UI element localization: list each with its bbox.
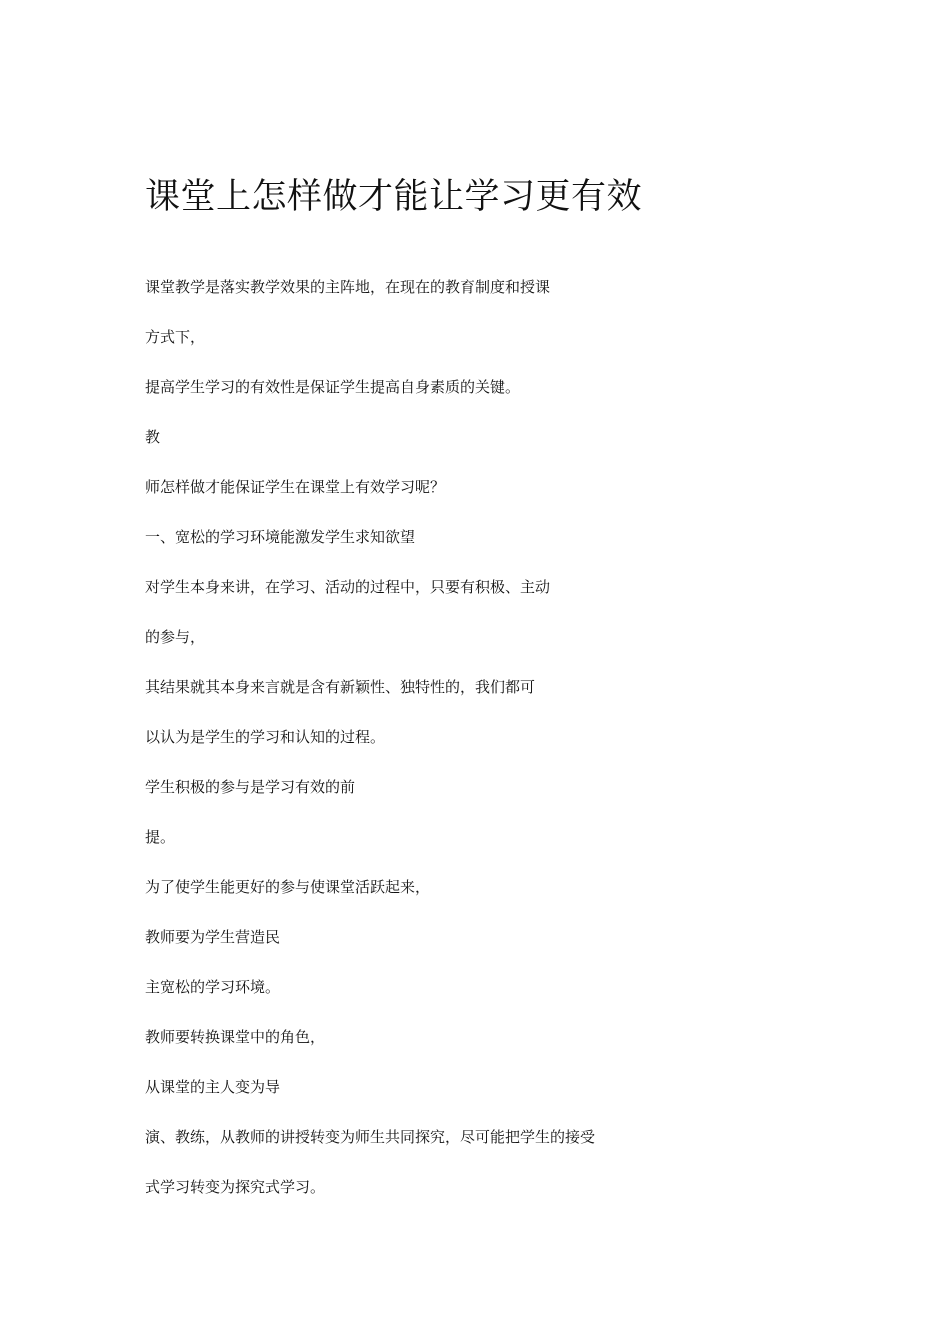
paragraph-line-3: 提高学生学习的有效性是保证学生提高自身素质的关键。 <box>145 378 521 396</box>
paragraph-line-6: 对学生本身来讲，在学习、活动的过程中，只要有积极、主动 <box>145 578 551 596</box>
paragraph-line-2: 方式下， <box>145 328 206 346</box>
paragraph-line-17: 演、教练，从教师的讲授转变为师生共同探究，尽可能把学生的接受 <box>145 1128 596 1146</box>
section-heading-1: 一、宽松的学习环境能激发学生求知欲望 <box>145 528 416 546</box>
document-title: 课堂上怎样做才能让学习更有效 <box>145 177 643 217</box>
paragraph-line-7: 的参与， <box>145 628 206 646</box>
paragraph-line-8: 其结果就其本身来言就是含有新颖性、独特性的，我们都可 <box>145 678 536 696</box>
paragraph-line-5: 师怎样做才能保证学生在课堂上有效学习呢？ <box>145 478 446 496</box>
paragraph-line-4: 教 <box>145 428 161 446</box>
paragraph-line-1: 课堂教学是落实教学效果的主阵地，在现在的教育制度和授课 <box>145 278 551 296</box>
paragraph-line-12: 为了使学生能更好的参与使课堂活跃起来， <box>145 878 431 896</box>
paragraph-line-11: 提。 <box>145 828 176 846</box>
paragraph-line-10: 学生积极的参与是学习有效的前 <box>145 778 356 796</box>
paragraph-line-15: 教师要转换课堂中的角色， <box>145 1028 326 1046</box>
paragraph-line-16: 从课堂的主人变为导 <box>145 1078 281 1096</box>
paragraph-line-9: 以认为是学生的学习和认知的过程。 <box>145 728 386 746</box>
paragraph-line-14: 主宽松的学习环境。 <box>145 978 281 996</box>
paragraph-line-13: 教师要为学生营造民 <box>145 928 281 946</box>
paragraph-line-18: 式学习转变为探究式学习。 <box>145 1178 326 1196</box>
